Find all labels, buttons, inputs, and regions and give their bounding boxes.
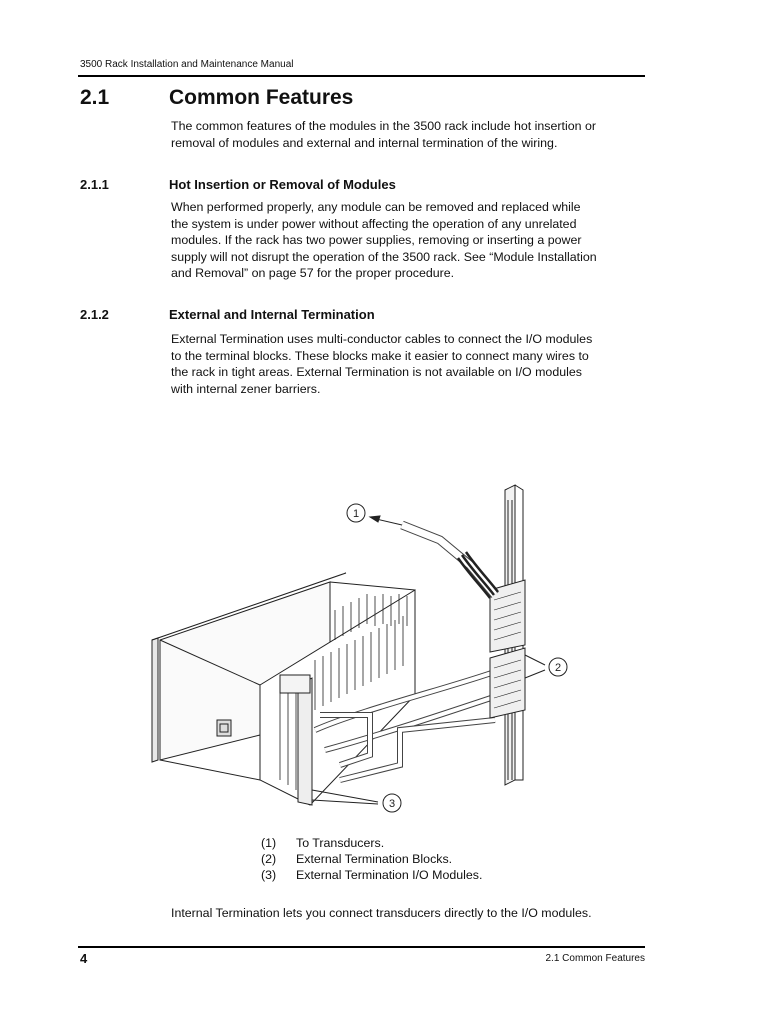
legend-number: (1) [261, 836, 277, 850]
subsection-2-body [171, 331, 651, 397]
section-intro [171, 118, 651, 151]
body-line: supply will not disrupt the operation of the 3500 rack. See “Module Installation [171, 249, 597, 264]
subsection-1-number: 2.1.1 [80, 177, 109, 192]
legend-number: (3) [261, 868, 277, 882]
body-line: the rack in tight areas. External Termination is not available on I/O modules [171, 365, 582, 379]
section-title: Common Features [169, 86, 354, 109]
internal-termination-text: Internal Termination lets you connect transducers directly to the I/O modules. [171, 906, 592, 920]
section-number: 2.1 [80, 86, 110, 109]
legend-text: To Transducers. [296, 836, 385, 850]
rack-termination-figure [140, 480, 590, 820]
body-line: with internal zener barriers. [171, 381, 321, 396]
subsection-2-title: External and Internal Termination [169, 307, 375, 322]
body-line: External Termination uses multi-conductor cables to connect the I/O modules [171, 332, 593, 346]
body-line: to the terminal blocks. These blocks make it easier to connect many wires to [171, 348, 589, 363]
intro-line: The common features of the modules in the 3500 rack include hot insertion or [171, 119, 596, 133]
footer-rule [78, 946, 645, 948]
running-header: 3500 Rack Installation and Maintenance Manual [80, 59, 294, 70]
header-rule [78, 75, 645, 77]
callout-2-label: 2 [554, 662, 562, 674]
legend-number: (2) [261, 852, 277, 866]
legend-item [261, 867, 482, 883]
legend-text: External Termination I/O Modules. [296, 868, 483, 882]
legend-item [261, 851, 482, 867]
legend-text: External Termination Blocks. [296, 852, 453, 866]
footer-section-label: 2.1 Common Features [545, 953, 645, 964]
page-number: 4 [80, 951, 88, 966]
subsection-1-body [171, 199, 651, 282]
subsection-2-number: 2.1.2 [80, 307, 109, 322]
body-line: and Removal” on page 57 for the proper procedure. [171, 266, 455, 280]
body-line: modules. If the rack has two power supplies, removing or inserting a power [171, 233, 582, 247]
callout-3-label: 3 [388, 798, 396, 810]
subsection-1-title: Hot Insertion or Removal of Modules [169, 177, 396, 192]
body-line: When performed properly, any module can be removed and replaced while [171, 200, 581, 214]
intro-line: removal of modules and external and internal termination of the wiring. [171, 135, 558, 150]
figure-legend [261, 835, 482, 883]
callout-1-label: 1 [352, 508, 360, 520]
rack-drawing [140, 480, 590, 820]
body-line: the system is under power without affecting the operation of any unrelated [171, 216, 577, 231]
legend-item [261, 835, 482, 851]
